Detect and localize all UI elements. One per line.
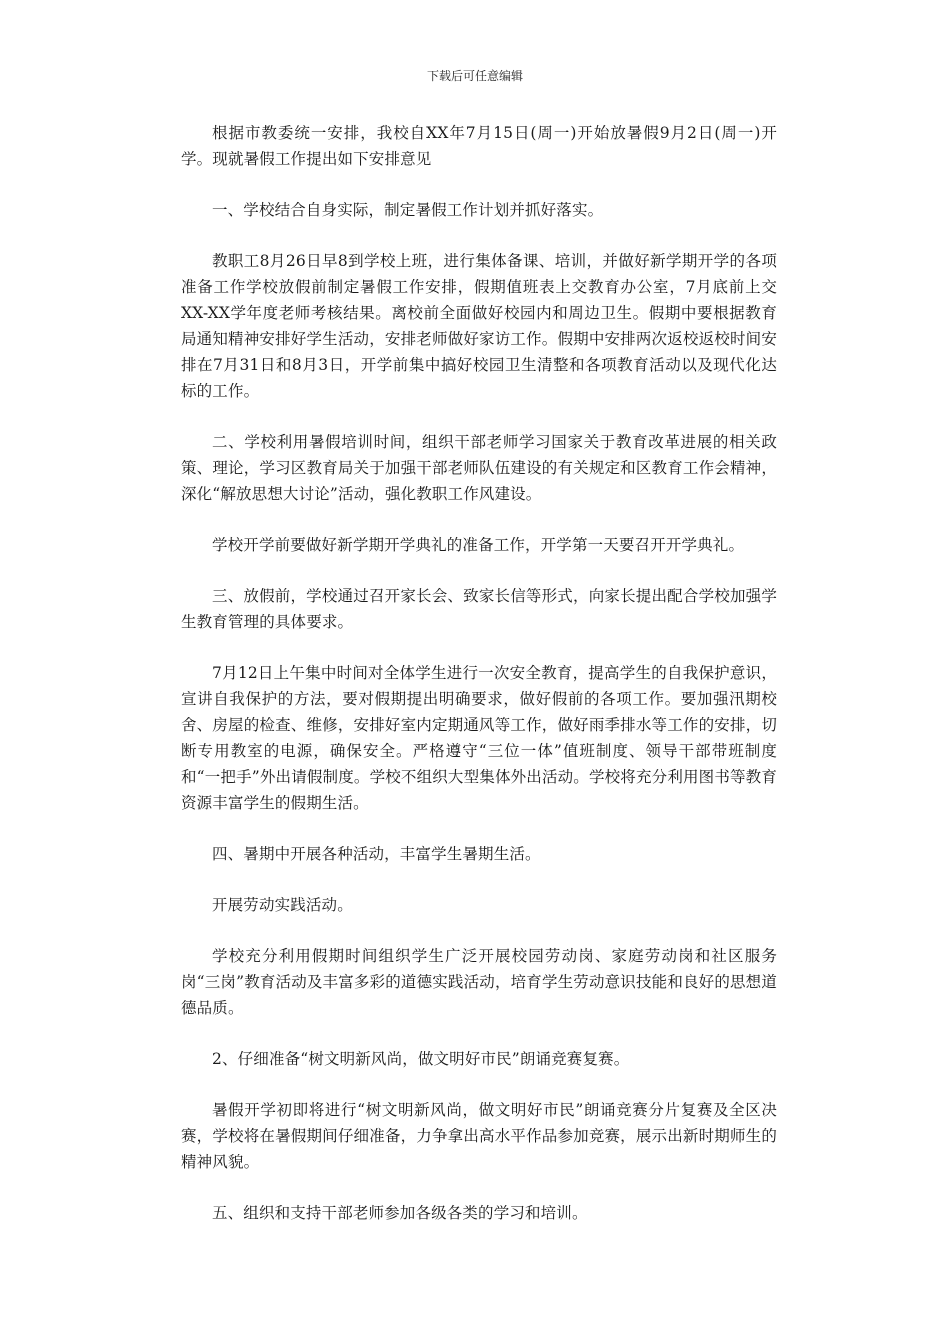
paragraph-section-3-heading: 三、放假前，学校通过召开家长会、致家长信等形式，向家长提出配合学校加强学生教育管理的具体要求。 (181, 587, 777, 631)
paragraph-safety-education: 7月12日上午集中时间对全体学生进行一次安全教育，提高学生的自我保护意识，宣讲自我保护的方法，要对假期提出明确要求，做好假前的各项工作。要加强汛期校舍、房屋的检查、维修，安排好室内定期通风等工作，做好雨季排水等工作的安排，切断专用教室的电源，确保安全。严格遵守“三位一体”值班制度、领导干部带班制度和“一把手”外出请假制度。学校不组织大型集体外出活动。学校将充分利用图书等教育资源丰富学生的假期生活。 (181, 664, 777, 812)
paragraph-section-2-heading: 二、学校利用暑假培训时间，组织干部老师学习国家关于教育改革进展的相关政策、理论，学习区教育局关于加强干部老师队伍建设的有关规定和区教育工作会精神，深化“解放思想大讨论”活动，强化教职工作风建设。 (181, 433, 777, 503)
paragraph-intro: 根据市教委统一安排，我校自XX年7月15日(周一)开始放暑假9月2日(周一)开学。现就暑假工作提出如下安排意见 (181, 124, 777, 168)
paragraph-section-5-heading: 五、组织和支持干部老师参加各级各类的学习和培训。 (212, 1204, 588, 1222)
paragraph-recitation-heading: 2、仔细准备“树文明新风尚，做文明好市民”朗诵竞赛复赛。 (212, 1050, 630, 1068)
paragraph-section-4-heading: 四、暑期中开展各种活动，丰富学生暑期生活。 (212, 845, 541, 863)
paragraph-labor-practice: 学校充分利用假期时间组织学生广泛开展校园劳动岗、家庭劳动岗和社区服务岗“三岗”教育活动及丰富多彩的道德实践活动，培育学生劳动意识技能和良好的思想道德品质。 (181, 947, 777, 1017)
paragraph-labor-practice-heading: 开展劳动实践活动。 (212, 896, 353, 914)
paragraph-recitation: 暑假开学初即将进行“树文明新风尚，做文明好市民”朗诵竞赛分片复赛及全区决赛，学校将在暑假期间仔细准备，力争拿出高水平作品参加竞赛，展示出新时期师生的精神风貌。 (181, 1101, 777, 1171)
download-note: 下载后可任意编辑 (426, 69, 523, 83)
paragraph-section-1-heading: 一、学校结合自身实际，制定暑假工作计划并抓好落实。 (212, 201, 604, 219)
paragraph-opening-ceremony: 学校开学前要做好新学期开学典礼的准备工作，开学第一天要召开开学典礼。 (212, 536, 745, 554)
paragraph-staff-schedule: 教职工8月26日早8到学校上班，进行集体备课、培训，并做好新学期开学的各项准备工作学校放假前制定暑假工作安排，假期值班表上交教育办公室，7月底前上交XX-XX学年度老师考核结果。离校前全面做好校园内和周边卫生。假期中要根据教育局通知精神安排好学生活动，安排老师做好家访工作。假期中安排两次返校返校时间安排在7月31日和8月3日，开学前集中搞好校园卫生清整和各项教育活动以及现代化达标的工作。 (181, 252, 777, 400)
document-body (181, 120, 777, 1251)
